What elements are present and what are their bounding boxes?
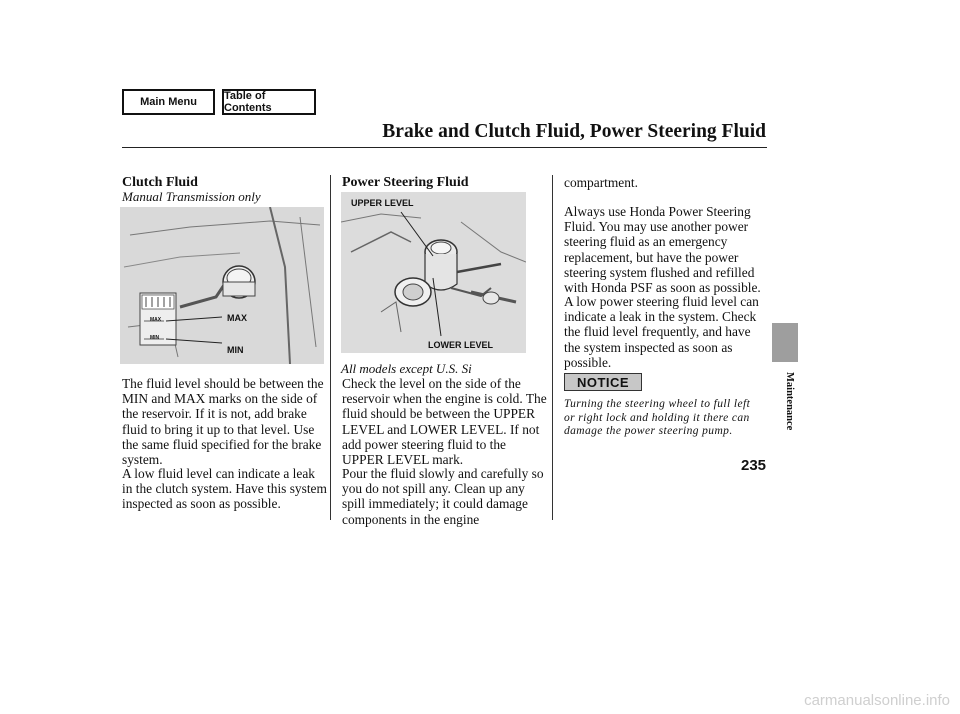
notice-text: Turning the steering wheel to full left or right lock and holding it there can damage the power steering pump. [564, 398, 751, 438]
clutch-max-callout: MAX [227, 313, 247, 323]
clutch-fluid-paragraph-2: A low fluid level can indicate a leak in the clutch system. Have this system inspected as soon as possible. [122, 466, 327, 512]
clutch-inset-min-label: MIN [150, 335, 160, 341]
page-title: Brake and Clutch Fluid, Power Steering Fluid [382, 121, 766, 142]
low-fluid-paragraph: A low power steering fluid level can indicate a leak in the system. Check the fluid level frequently, and have the system inspected as soon as possible. [564, 294, 759, 370]
honda-psf-paragraph: Always use Honda Power Steering Fluid. You may use another power steering fluid as an emergency replacement, but have the power steering system flushed and refilled with Honda PSF as soon as possible. [564, 204, 761, 296]
clutch-fluid-paragraph-1: The fluid level should be between the MIN and MAX marks on the side of the reservoir. If it is not, add brake fluid to bring it up to that level. Use the same fluid specified for the brake system. [122, 376, 324, 468]
upper-level-callout: UPPER LEVEL [351, 198, 414, 208]
title-rule [122, 147, 767, 148]
clutch-fluid-heading: Clutch Fluid [122, 175, 198, 190]
column-divider-right [552, 175, 553, 520]
main-menu-button[interactable]: Main Menu [122, 89, 215, 115]
clutch-min-callout: MIN [227, 345, 244, 355]
compartment-text: compartment. [564, 175, 638, 190]
power-steering-heading: Power Steering Fluid [342, 175, 469, 190]
clutch-inset-max-label: MAX [150, 317, 162, 323]
table-of-contents-button[interactable]: Table of Contents [222, 89, 316, 115]
column-divider-left [330, 175, 331, 520]
power-steering-paragraph-1: Check the level on the side of the reservoir when the engine is cold. The fluid should be between the UPPER LEVEL and LOWER LEVEL. If not add power steering fluid to the UPPER LEVEL mark. [342, 376, 547, 468]
clutch-fluid-subheading: Manual Transmission only [122, 189, 261, 204]
power-steering-reservoir-figure [341, 192, 526, 353]
lower-level-callout: LOWER LEVEL [428, 340, 493, 350]
power-steering-subheading: All models except U.S. Si [341, 361, 472, 376]
watermark: carmanualsonline.info [804, 692, 950, 709]
power-steering-paragraph-2: Pour the fluid slowly and carefully so you do not spill any. Clean up any spill immediately; it could damage components in the engine [342, 466, 544, 527]
section-tab-marker [772, 323, 798, 362]
notice-badge: NOTICE [564, 373, 642, 391]
page-number: 235 [741, 457, 767, 474]
section-side-label: Maintenance [784, 372, 795, 431]
clutch-reservoir-figure [120, 207, 324, 364]
